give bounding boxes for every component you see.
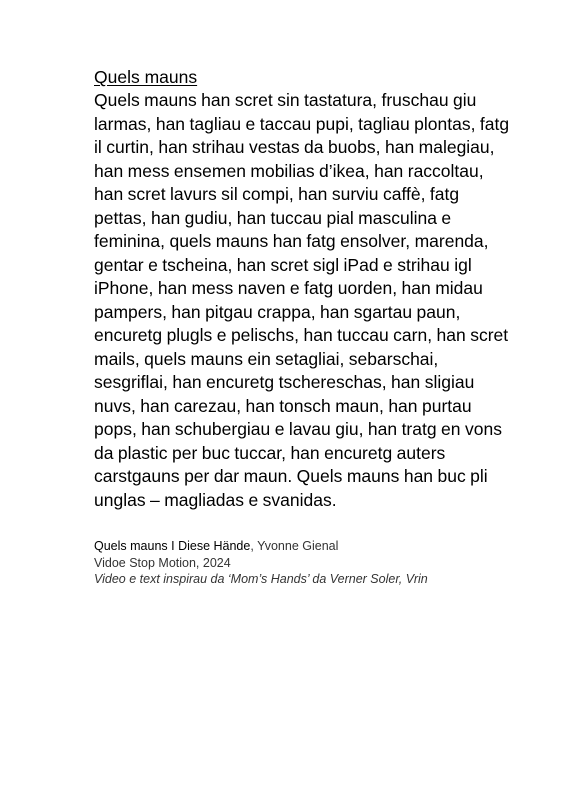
document-page bbox=[94, 66, 514, 588]
credits-note: Video e text inspirau da ‘Mom’s Hands’ da Verner Soler, Vrin bbox=[94, 572, 428, 586]
credits-medium: Vidoe Stop Motion, 2024 bbox=[94, 555, 231, 570]
document-body-text: Quels mauns han scret sin tastatura, fruschau giu larmas, han tagliau e taccau pupi, tagliau plontas, fatg il curtin, han strihau vestas da buobs, han malegiau, han mess ensemen mobilias d’ikea, han raccoltau, han scret lavurs sil compi, han surviu caffè, fatg pettas, han gudiu, han tuccau pial masculina e feminina, quels mauns han fatg ensolver, marenda, gentar e tscheina, han scret sigl iPad e strihau igl iPhone, han mess naven e fatg uorden, han midau pampers, han pitgau crappa, han sgartau paun, encuretg plugls e pelischs, han tuccau carn, han scret mails, quels mauns ein setagliai, sebarschai, sesgriflai, han encuretg tschereschas, han sligiau nuvs, han carezau, han tonsch maun, han purtau pops, han schubergiau e lavau giu, han tratg en vons da plastic per buc tuccar, han encuretg auters carstgauns per dar maun. Quels mauns han buc pli unglas – magliadas e svanidas. bbox=[94, 90, 510, 510]
credits-work-title: Quels mauns I Diese Hände bbox=[94, 539, 251, 553]
document-heading: Quels mauns bbox=[94, 67, 198, 87]
credits-separator: , bbox=[250, 539, 258, 553]
credits-title-line bbox=[94, 538, 514, 555]
credits-block bbox=[94, 538, 514, 588]
credits-artist: Yvonne Gienal bbox=[257, 539, 339, 553]
